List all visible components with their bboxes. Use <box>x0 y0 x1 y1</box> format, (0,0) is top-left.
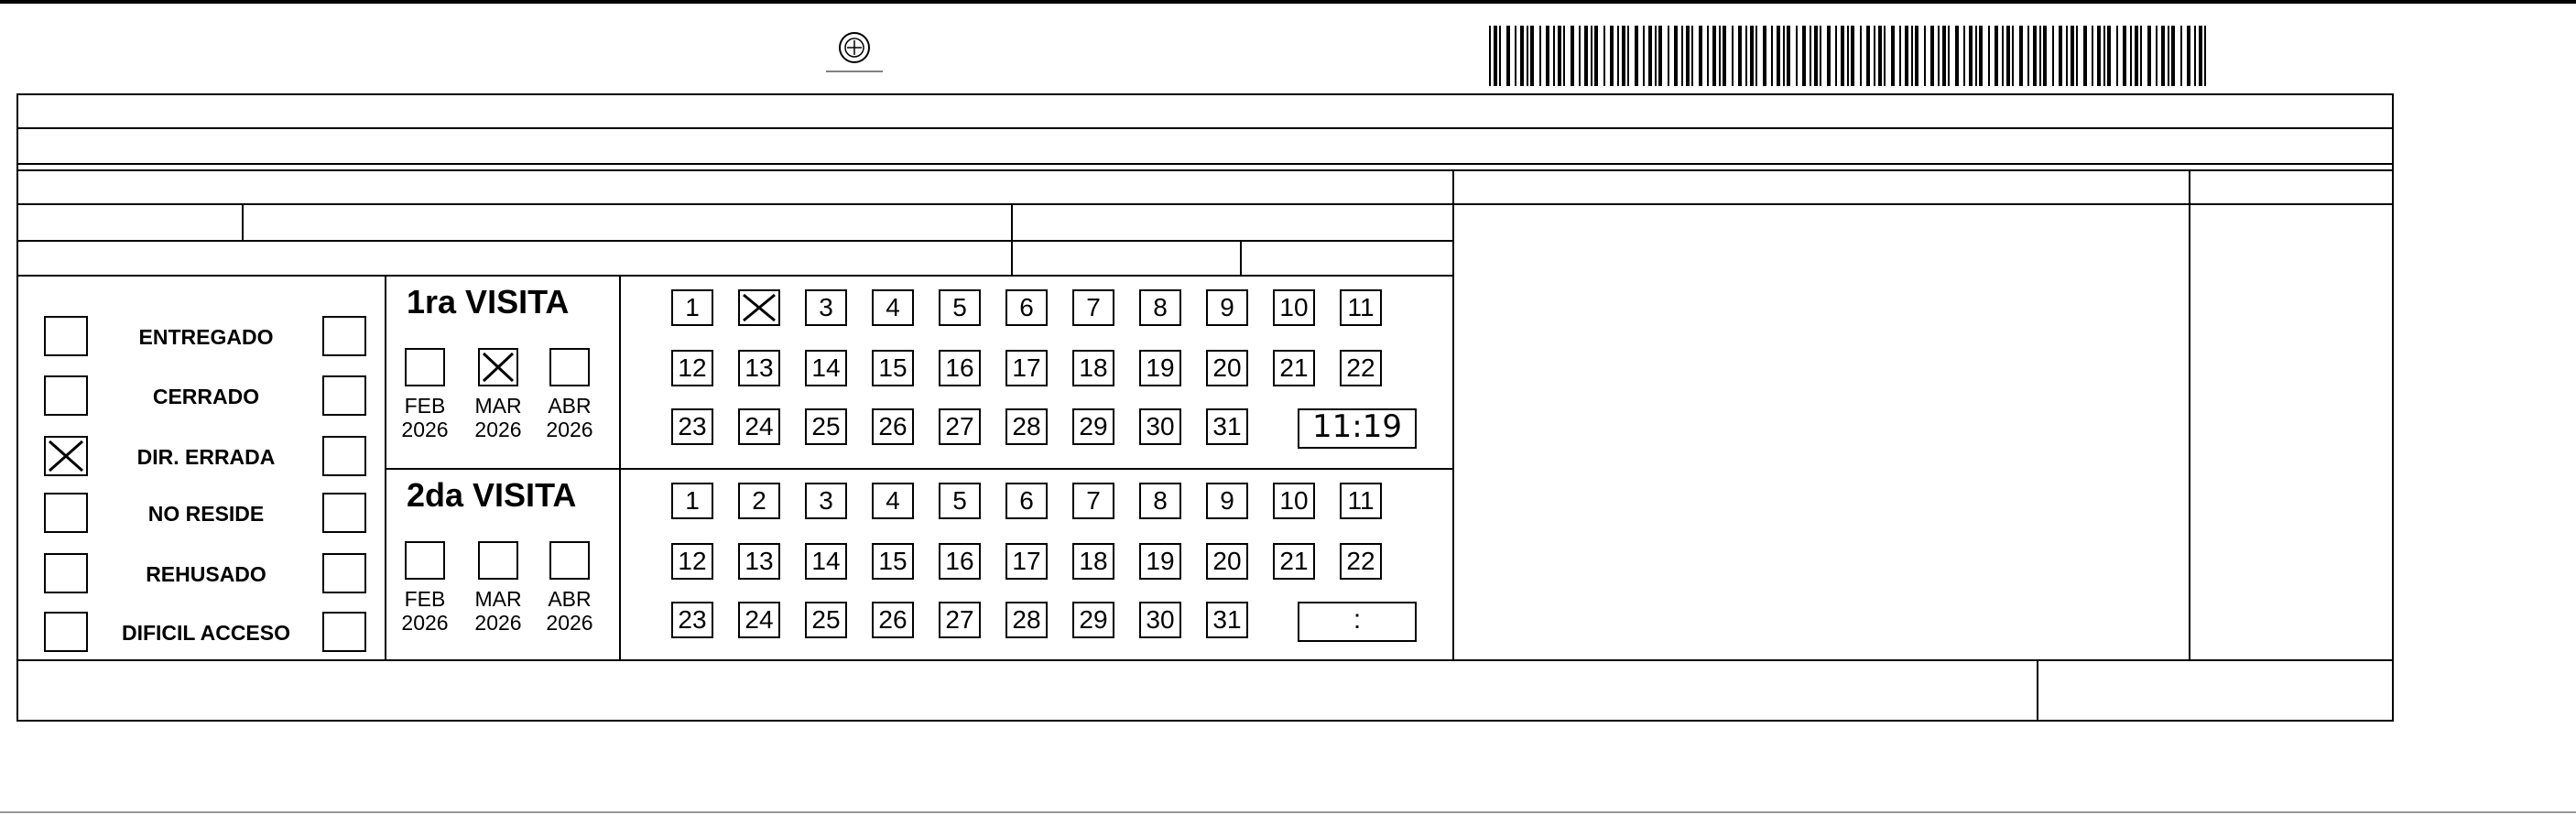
barcode-bar <box>2199 26 2202 86</box>
barcode-bar <box>1851 26 1854 86</box>
barcode-bar <box>1668 26 1669 86</box>
barcode-bar <box>1610 26 1614 86</box>
v2-checkbox[interactable] <box>322 553 366 593</box>
v2-checkbox[interactable] <box>322 316 366 356</box>
main-frame <box>16 93 2394 722</box>
day-box[interactable]: 4 <box>872 483 914 519</box>
month-name: ABR <box>548 587 592 611</box>
day-box[interactable]: 16 <box>939 350 981 386</box>
v1-checkbox[interactable] <box>44 436 88 476</box>
barcode-bar <box>1674 26 1678 86</box>
barcode-bar <box>2156 26 2158 86</box>
day-box[interactable]: 18 <box>1072 350 1114 386</box>
v2-checkbox[interactable] <box>322 375 366 416</box>
day-box[interactable]: 11 <box>1340 289 1382 326</box>
barcode-bar <box>2187 26 2190 86</box>
day-box[interactable]: 16 <box>939 543 981 580</box>
barcode-bar <box>1994 26 1998 86</box>
day-box[interactable]: 11 <box>1340 483 1382 519</box>
month-label <box>473 394 524 442</box>
barcode-bar <box>1515 26 1516 86</box>
barcode-bar <box>1905 26 1908 86</box>
col-line <box>1240 240 1242 275</box>
barcode-bar <box>1969 26 1973 86</box>
col-line <box>2037 659 2038 722</box>
barcode-bar <box>1796 26 1798 86</box>
month-checkbox[interactable] <box>478 348 518 386</box>
time-box[interactable]: : <box>1298 602 1417 642</box>
day-box[interactable]: 19 <box>1139 543 1181 580</box>
day-box[interactable]: 21 <box>1273 350 1315 386</box>
day-box[interactable]: 3 <box>805 289 847 326</box>
barcode-bar <box>1494 26 1497 86</box>
status-label: REHUSADO <box>146 562 266 586</box>
v2-checkbox[interactable] <box>322 436 366 476</box>
col-line <box>1011 203 1013 275</box>
month-year: 2026 <box>546 418 593 442</box>
col-line <box>1452 169 1454 659</box>
day-box[interactable]: 10 <box>1273 289 1315 326</box>
barcode-bar <box>1584 26 1588 86</box>
barcode-bar <box>2123 26 2126 86</box>
barcode-bar <box>1643 26 1645 86</box>
day-box[interactable]: 6 <box>1005 483 1048 519</box>
x-mark-icon <box>740 291 778 324</box>
barcode-bar <box>1891 26 1895 86</box>
day-box[interactable]: 13 <box>738 350 780 386</box>
barcode-bar <box>1546 26 1549 86</box>
barcode-bar <box>2130 26 2132 86</box>
status-label: NO RESIDE <box>147 502 265 526</box>
x-mark-icon <box>46 438 86 474</box>
day-box[interactable]: 15 <box>872 543 914 580</box>
barcode-bar <box>1878 26 1882 86</box>
barcode-bar <box>2083 26 2087 86</box>
barcode-bar <box>1617 26 1619 86</box>
barcode-bar <box>1750 26 1754 86</box>
barcode-bar <box>1866 26 1870 86</box>
barcode-bar <box>1594 26 1598 86</box>
barcode-bar <box>2027 26 2029 86</box>
barcode-bar <box>1622 26 1625 86</box>
v1-checkbox[interactable] <box>44 493 88 533</box>
v1-checkbox[interactable] <box>44 375 88 416</box>
status-label: DIR. ERRADA <box>136 445 276 469</box>
barcode-bar <box>1712 26 1716 86</box>
barcode-bar <box>1771 26 1773 86</box>
month-checkbox[interactable] <box>405 541 445 580</box>
day-box[interactable]: 23 <box>671 602 713 638</box>
barcode-bar <box>2103 26 2105 86</box>
day-box[interactable]: 5 <box>939 483 981 519</box>
barcode-bar <box>1719 26 1721 86</box>
day-box[interactable]: 14 <box>805 543 847 580</box>
barcode-bar <box>2006 26 2010 86</box>
barcode-bar <box>1499 26 1501 86</box>
barcode-bar <box>1955 26 1959 86</box>
day-box[interactable]: 25 <box>805 602 847 638</box>
barcode-bar <box>1783 26 1785 86</box>
barcode-bar <box>1948 26 1950 86</box>
day-box[interactable]: 8 <box>1139 483 1181 519</box>
barcode-bar <box>2043 26 2047 86</box>
day-box[interactable]: 20 <box>1206 543 1248 580</box>
bottom-scan-edge <box>0 811 2576 813</box>
barcode-bar <box>1802 26 1806 86</box>
day-box[interactable]: 3 <box>805 483 847 519</box>
barcode-bar <box>1841 26 1844 86</box>
status-label: ENTREGADO <box>138 325 274 349</box>
barcode-bar <box>1915 26 1918 86</box>
day-box[interactable]: 30 <box>1139 408 1181 445</box>
barcode-bar <box>2019 26 2023 86</box>
month-label <box>544 587 595 636</box>
status-label: DIFICIL ACCESO <box>121 621 290 645</box>
barcode-bar <box>1635 26 1638 86</box>
barcode-bar <box>1988 26 1990 86</box>
month-label <box>473 587 524 636</box>
v2-checkbox[interactable] <box>322 493 366 533</box>
month-checkbox[interactable] <box>478 541 518 580</box>
barcode-bar <box>1820 26 1821 86</box>
day-box[interactable]: 24 <box>738 408 780 445</box>
barcode-bar <box>1835 26 1837 86</box>
barcode-bar <box>1738 26 1742 86</box>
barcode-bar <box>2071 26 2074 86</box>
barcode-bar <box>1506 26 1510 86</box>
barcode-bar <box>1658 26 1662 86</box>
barcode-bar <box>1520 26 1524 86</box>
day-box[interactable]: 2 <box>738 483 780 519</box>
barcode-bar <box>2012 26 2014 86</box>
day-box[interactable]: 29 <box>1072 408 1114 445</box>
day-box[interactable]: 14 <box>805 350 847 386</box>
barcode-bar <box>1979 26 1983 86</box>
barcode-image <box>1489 26 2212 86</box>
row-line <box>16 127 2394 129</box>
day-box[interactable]: 6 <box>1005 289 1048 326</box>
barcode-bar <box>1732 26 1734 86</box>
month-name: FEB <box>404 587 446 611</box>
barcode-bar <box>1763 26 1766 86</box>
barcode-bar <box>1911 26 1913 86</box>
barcode-bar <box>1530 26 1534 86</box>
barcode-bar <box>1571 26 1574 86</box>
barcode-bar <box>1860 26 1862 86</box>
courier-logo-icon <box>813 27 896 82</box>
barcode-bar <box>2194 26 2196 86</box>
month-name: ABR <box>548 394 592 418</box>
day-box[interactable]: 27 <box>939 408 981 445</box>
day-box[interactable]: 24 <box>738 602 780 638</box>
barcode-bar <box>1810 26 1811 86</box>
barcode-bar <box>1707 26 1709 86</box>
visit-separator <box>385 468 1452 470</box>
row-line <box>16 163 2394 165</box>
day-box[interactable]: 22 <box>1340 350 1382 386</box>
barcode-bar <box>1579 26 1581 86</box>
day-box[interactable]: 26 <box>872 602 914 638</box>
barcode-bar <box>1527 26 1528 86</box>
barcode-bar <box>1723 26 1726 86</box>
barcode-bar <box>2039 26 2041 86</box>
visit-title: 1ra VISITA <box>407 283 570 321</box>
barcode-bar <box>1558 26 1561 86</box>
month-checkbox[interactable] <box>549 541 590 580</box>
barcode-bar <box>1899 26 1901 86</box>
month-year: 2026 <box>401 418 449 442</box>
day-box[interactable]: 8 <box>1139 289 1181 326</box>
barcode-bar <box>2180 26 2182 86</box>
barcode-bar <box>1745 26 1747 86</box>
barcode-bar <box>1777 26 1780 86</box>
barcode-bar <box>1924 26 1926 86</box>
barcode-bar <box>1975 26 1977 86</box>
day-box[interactable]: 28 <box>1005 602 1048 638</box>
day-box[interactable]: 9 <box>1206 289 1248 326</box>
day-box[interactable] <box>738 289 780 326</box>
month-label <box>399 394 451 442</box>
barcode-bar <box>1681 26 1683 86</box>
col-line <box>2189 169 2190 659</box>
day-box[interactable]: 10 <box>1273 483 1315 519</box>
barcode-bar <box>2052 26 2054 86</box>
barcode-bar <box>2002 26 2004 86</box>
header-underline <box>1452 203 2394 205</box>
day-box[interactable]: 20 <box>1206 350 1248 386</box>
day-box[interactable]: 15 <box>872 350 914 386</box>
barcode-bar <box>1884 26 1886 86</box>
month-label <box>544 394 595 442</box>
barcode-bar <box>2076 26 2078 86</box>
barcode-bar <box>2171 26 2175 86</box>
barcode-bar <box>1814 26 1818 86</box>
day-box[interactable]: 7 <box>1072 483 1114 519</box>
barcode-bar <box>1691 26 1693 86</box>
visit-title: 2da VISITA <box>407 476 577 514</box>
month-label <box>399 587 451 636</box>
day-box[interactable]: 25 <box>805 408 847 445</box>
day-box[interactable]: 17 <box>1005 350 1048 386</box>
col-line <box>385 275 386 659</box>
barcode-bar <box>1539 26 1541 86</box>
v2-checkbox[interactable] <box>322 612 366 652</box>
barcode-bar <box>1563 26 1565 86</box>
barcode-bar <box>1648 26 1652 86</box>
barcode-bar <box>2066 26 2068 86</box>
day-box[interactable]: 29 <box>1072 602 1114 638</box>
courier-logo <box>813 27 896 82</box>
barcode-bar <box>2092 26 2093 86</box>
barcode-bar <box>2059 26 2062 86</box>
barcode-bar <box>1847 26 1849 86</box>
barcode-bar <box>1489 26 1491 86</box>
day-box[interactable]: 31 <box>1206 602 1248 638</box>
v1-checkbox[interactable] <box>44 612 88 652</box>
barcode-bar <box>1938 26 1940 86</box>
barcode-bar <box>1874 26 1875 86</box>
day-box[interactable]: 1 <box>671 483 713 519</box>
barcode-bar <box>1755 26 1757 86</box>
day-box[interactable]: 9 <box>1206 483 1248 519</box>
barcode-bar <box>2097 26 2101 86</box>
barcode-bar <box>2033 26 2037 86</box>
barcode-bar <box>1699 26 1702 86</box>
day-box[interactable]: 5 <box>939 289 981 326</box>
barcode-bar <box>2140 26 2142 86</box>
day-box[interactable]: 23 <box>671 408 713 445</box>
day-box[interactable]: 28 <box>1005 408 1048 445</box>
row-line <box>16 240 1452 242</box>
status-label: CERRADO <box>152 385 260 408</box>
barcode-bar <box>1603 26 1605 86</box>
month-name: MAR <box>474 587 522 611</box>
barcode-bar <box>1827 26 1831 86</box>
month-name: FEB <box>404 394 446 418</box>
day-box[interactable]: 21 <box>1273 543 1315 580</box>
barcode-bar <box>2161 26 2165 86</box>
row-line <box>16 275 1452 277</box>
row-line <box>16 203 1452 205</box>
col-line <box>242 203 244 240</box>
barcode-bar <box>2204 26 2206 86</box>
month-name: MAR <box>474 394 522 418</box>
day-box[interactable]: 18 <box>1072 543 1114 580</box>
day-box[interactable]: 12 <box>671 350 713 386</box>
barcode-bar <box>1655 26 1657 86</box>
day-box[interactable]: 12 <box>671 543 713 580</box>
barcode-bar <box>1627 26 1629 86</box>
barcode-bar <box>2168 26 2169 86</box>
barcode-bar <box>1787 26 1790 86</box>
month-year: 2026 <box>474 418 522 442</box>
col-line <box>619 275 621 659</box>
v1-checkbox[interactable] <box>44 553 88 593</box>
top-border <box>0 0 2576 4</box>
month-year: 2026 <box>474 611 522 636</box>
month-year: 2026 <box>546 611 593 636</box>
month-checkbox[interactable] <box>405 348 445 386</box>
day-box[interactable]: 7 <box>1072 289 1114 326</box>
barcode-bar <box>1930 26 1934 86</box>
barcode-bar <box>2107 26 2111 86</box>
row-line <box>16 169 2394 171</box>
day-box[interactable]: 26 <box>872 408 914 445</box>
day-box[interactable]: 1 <box>671 289 713 326</box>
barcode-bar <box>1963 26 1965 86</box>
barcode <box>1489 26 2212 86</box>
day-box[interactable]: 27 <box>939 602 981 638</box>
day-box[interactable]: 30 <box>1139 602 1181 638</box>
barcode-bar <box>2147 26 2151 86</box>
barcode-bar <box>1591 26 1592 86</box>
day-box[interactable]: 31 <box>1206 408 1248 445</box>
day-box[interactable]: 4 <box>872 289 914 326</box>
barcode-bar <box>1942 26 1946 86</box>
day-box[interactable]: 22 <box>1340 543 1382 580</box>
day-box[interactable]: 17 <box>1005 543 1048 580</box>
month-checkbox[interactable] <box>549 348 590 386</box>
barcode-bar <box>2135 26 2138 86</box>
barcode-bar <box>1553 26 1555 86</box>
x-mark-icon <box>480 350 516 385</box>
day-box[interactable]: 13 <box>738 543 780 580</box>
v1-checkbox[interactable] <box>44 316 88 356</box>
barcode-bar <box>2116 26 2118 86</box>
time-box[interactable]: 11:19 <box>1298 408 1417 449</box>
day-box[interactable]: 19 <box>1139 350 1181 386</box>
month-year: 2026 <box>401 611 449 636</box>
barcode-bar <box>1686 26 1690 86</box>
